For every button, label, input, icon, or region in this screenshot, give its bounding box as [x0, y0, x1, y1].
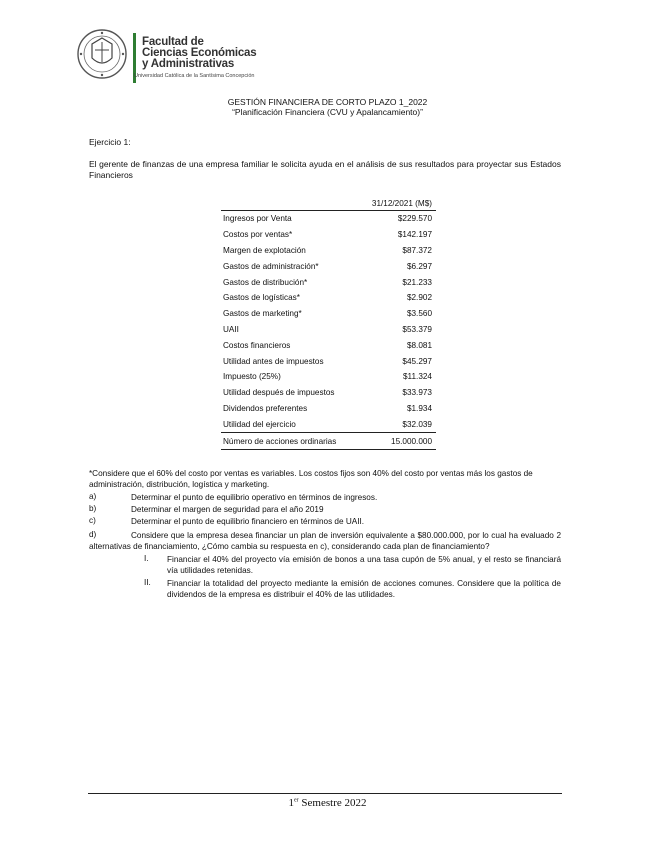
faculty-name-line2: Ciencias Económicas [142, 47, 257, 59]
table-row-value: $142.197 [397, 230, 432, 240]
table-row-value: $8.081 [406, 340, 432, 350]
table-row [221, 322, 436, 338]
cost-note: *Considere que el 60% del costo por ventas es variables. Los costos fijos son 40% del costo por ventas más los gastos de administración, distribución, logística y marketing. [89, 469, 533, 489]
item-a-text: Determinar el punto de equilibrio operativo en términos de ingresos. [131, 493, 378, 502]
university-seal-icon [76, 28, 128, 80]
table-row-label: Utilidad después de impuestos [223, 388, 335, 398]
table-row-value: $33.973 [402, 388, 432, 398]
option-ii-text: Financiar la totalidad del proyecto mediante la emisión de acciones comunes. Considere que la política de dividendos de la empresa es distribuir el 40% de las utilidades. [167, 579, 561, 599]
table-row [221, 416, 436, 432]
option-i-label: I. [144, 554, 149, 563]
table-row [221, 337, 436, 353]
document-subtitle: “Planificación Financiera (CVU y Apalancamiento)” [232, 107, 423, 117]
option-ii-label: II. [144, 578, 151, 587]
table-row-value: $229.570 [397, 214, 432, 224]
table-row [221, 385, 436, 401]
table-row [221, 227, 436, 243]
table-row [221, 243, 436, 259]
table-row [221, 211, 436, 227]
option-i-text: Financiar el 40% del proyecto vía emisión de bonos a una tasa cupón de 5% anual, y el resto se financiará vía utilidades retenidas. [167, 555, 561, 575]
financial-statement-table [221, 197, 436, 450]
table-row-label: Gastos de marketing* [223, 309, 302, 319]
table-row-label: Utilidad antes de impuestos [223, 356, 324, 366]
table-row [221, 258, 436, 274]
table-row-label: Gastos de administración* [223, 261, 319, 271]
table-row-value: $11.324 [403, 372, 432, 382]
table-row [221, 290, 436, 306]
table-row [221, 369, 436, 385]
table-row-value: $32.039 [402, 419, 432, 429]
table-column-header: 31/12/2021 (M$) [359, 197, 436, 211]
faculty-name-line3: y Administrativas [142, 58, 235, 70]
table-row [221, 306, 436, 322]
table-row-value: $3.560 [406, 309, 432, 319]
table-row [221, 274, 436, 290]
table-row-label: UAII [223, 324, 239, 334]
table-row-label: Utilidad del ejercicio [223, 419, 296, 429]
table-row-value: $87.372 [402, 245, 432, 255]
footer-divider [88, 793, 562, 794]
table-row-value: $6.297 [406, 261, 432, 271]
table-row-value: $53.379 [402, 324, 432, 334]
table-row-label: Costos financieros [223, 340, 291, 350]
table-row-value: $45.297 [402, 356, 432, 366]
faculty-name-line1: Facultad de [142, 36, 204, 48]
footer-semester: 1er Semestre 2022 [288, 797, 367, 809]
university-name: Universidad Católica de la Santísima Concepción [134, 73, 255, 79]
table-row-label: Costos por ventas* [223, 230, 293, 240]
item-d-text: Considere que la empresa desea financiar un plan de inversión equivalente a $80.000.000, por lo cual ha evaluado 2 alternativas de financiamiento, ¿Cómo cambia su respuesta en c), considerando cada plan de financiamiento? [89, 531, 561, 551]
document-title: GESTIÓN FINANCIERA DE CORTO PLAZO 1_2022 [227, 97, 428, 107]
table-row-value: $2.902 [406, 293, 432, 303]
item-d-label: d) [89, 530, 97, 539]
table-row-label: Margen de explotación [223, 245, 306, 255]
table-row-value: $1.934 [406, 403, 432, 413]
item-b-label: b) [89, 504, 97, 513]
table-row-label: Gastos de distribución* [223, 277, 308, 287]
table-row-value: $21.233 [402, 277, 432, 287]
item-a-label: a) [89, 492, 97, 501]
intro-paragraph: El gerente de finanzas de una empresa familiar le solicita ayuda en el análisis de sus resultados para proyectar sus Estados Financieros [89, 159, 561, 180]
table-row-label: Número de acciones ordinarias [221, 433, 359, 450]
table-row-label: Impuesto (25%) [223, 372, 281, 382]
table-row-value: 15.000.000 [359, 433, 436, 450]
item-c-text: Determinar el punto de equilibrio financiero en términos de UAII. [131, 517, 365, 526]
table-row-label: Ingresos por Venta [223, 214, 292, 224]
item-b-text: Determinar el margen de seguridad para el año 2019 [131, 505, 324, 514]
table-row [221, 401, 436, 417]
table-row [221, 353, 436, 369]
item-c-label: c) [89, 516, 96, 525]
exercise-heading: Ejercicio 1: [89, 137, 131, 147]
table-row-label: Gastos de logísticas* [223, 293, 300, 303]
table-row-label: Dividendos preferentes [223, 403, 308, 413]
